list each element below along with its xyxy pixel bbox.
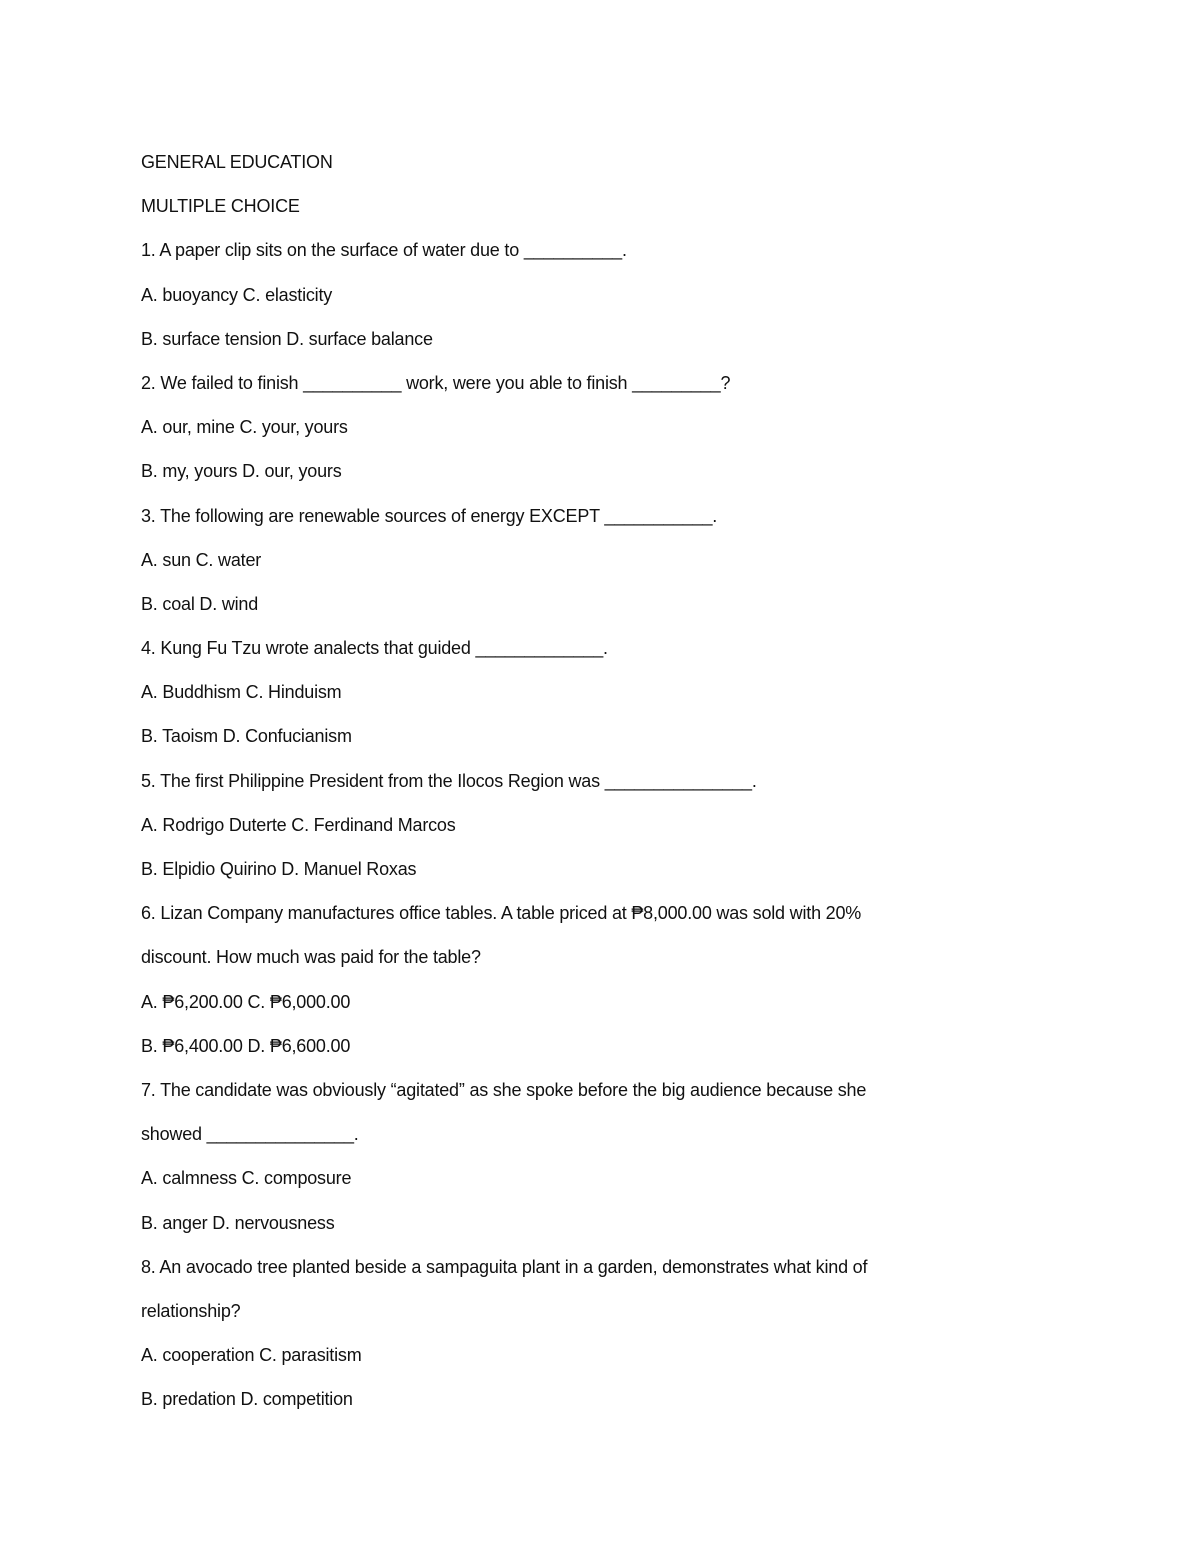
option-line: B. surface tension D. surface balance (141, 328, 433, 349)
question-text-continued: relationship? (141, 1300, 241, 1321)
document-body (141, 140, 1021, 1421)
question-1 (141, 228, 1021, 361)
question-text: 7. The candidate was obviously “agitated” as she spoke before the big audience because she (141, 1079, 867, 1100)
option-line: B. Taoism D. Confucianism (141, 726, 352, 747)
option-line: A. Buddhism C. Hinduism (141, 682, 342, 703)
question-text: 6. Lizan Company manufactures office tables. A table priced at ₱8,000.00 was sold with 20% (141, 903, 862, 924)
option-line: A. our, mine C. your, yours (141, 417, 348, 438)
option-line: B. ₱6,400.00 D. ₱6,600.00 (141, 1035, 351, 1056)
question-2 (141, 361, 1021, 494)
document-heading: GENERAL EDUCATION (141, 152, 333, 172)
question-text: 4. Kung Fu Tzu wrote analects that guided _____________. (141, 638, 608, 659)
question-text-continued: showed _______________. (141, 1124, 359, 1145)
option-line: B. Elpidio Quirino D. Manuel Roxas (141, 859, 417, 879)
option-line: B. my, yours D. our, yours (141, 461, 342, 482)
option-line: A. sun C. water (141, 549, 262, 570)
question-4 (141, 626, 1021, 759)
option-line: A. cooperation C. parasitism (141, 1345, 362, 1366)
question-5 (141, 759, 1021, 892)
option-line: A. Rodrigo Duterte C. Ferdinand Marcos (141, 814, 456, 835)
option-line: B. coal D. wind (141, 593, 259, 614)
document-subheading: MULTIPLE CHOICE (141, 196, 300, 217)
question-7 (141, 1068, 1021, 1245)
option-line: A. ₱6,200.00 C. ₱6,000.00 (141, 991, 351, 1012)
question-text: 3. The following are renewable sources of energy EXCEPT ___________. (141, 505, 718, 526)
option-line: B. anger D. nervousness (141, 1212, 335, 1233)
question-text: 5. The first Philippine President from the Ilocos Region was _______________. (141, 770, 757, 791)
question-6 (141, 891, 1021, 1068)
question-text: 2. We failed to finish __________ work, were you able to finish _________? (141, 372, 731, 393)
option-line: B. predation D. competition (141, 1389, 353, 1410)
option-line: A. buoyancy C. elasticity (141, 284, 333, 305)
question-text: 8. An avocado tree planted beside a sampaguita plant in a garden, demonstrates what kind of (141, 1256, 868, 1277)
option-line: A. calmness C. composure (141, 1168, 352, 1189)
question-text-continued: discount. How much was paid for the table? (141, 947, 481, 968)
question-text: 1. A paper clip sits on the surface of water due to __________. (141, 240, 627, 261)
question-8 (141, 1245, 1021, 1422)
question-3 (141, 494, 1021, 627)
